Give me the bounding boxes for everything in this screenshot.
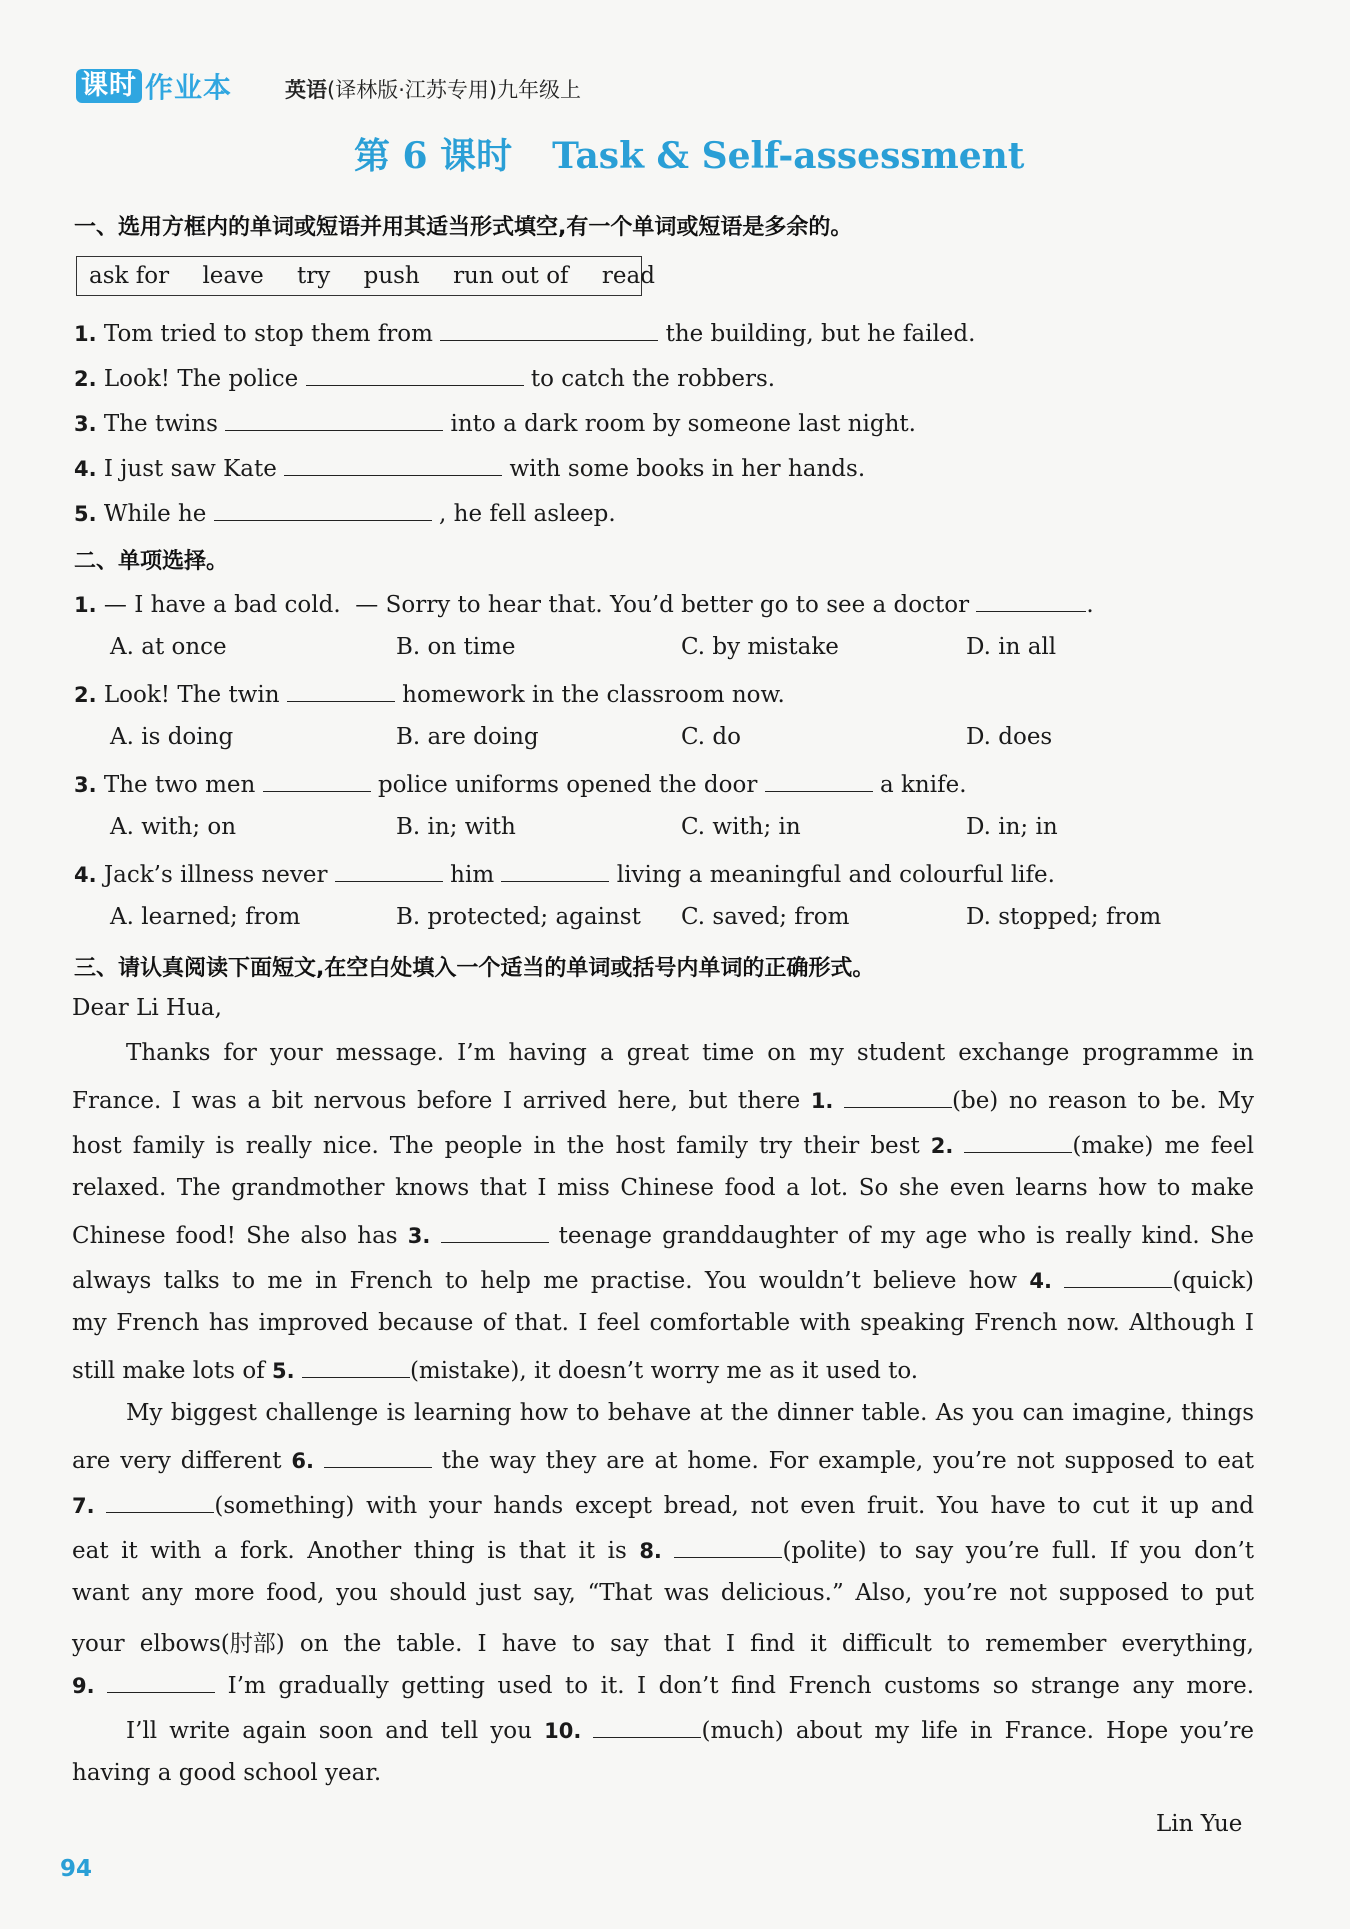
passage-text: teenage granddaughter of my age who is really kind. She [548, 1223, 1255, 1249]
page-number: 94 [60, 1856, 93, 1882]
answer-blank[interactable] [287, 679, 395, 702]
option-c[interactable]: C. do [681, 724, 741, 750]
blank-number: 9. [72, 1674, 108, 1698]
question-number: 3. [74, 773, 97, 797]
answer-blank[interactable] [765, 769, 873, 792]
answer-blank[interactable] [440, 318, 658, 341]
brand-text: 作业本 [145, 71, 233, 104]
answer-blank[interactable] [501, 859, 609, 882]
section3-heading: 三、请认真阅读下面短文,在空白处填入一个适当的单词或括号内单词的正确形式。 [74, 956, 875, 981]
item-text-before: Tom tried to stop them from [103, 321, 433, 347]
item-text-after: the building, but he failed. [665, 321, 976, 347]
subject-name: 英语 [285, 78, 327, 102]
blank-number: 5. [272, 1359, 302, 1383]
answer-blank[interactable] [106, 1490, 214, 1513]
option-a[interactable]: A. with; on [110, 814, 237, 840]
blank-number: 2. [930, 1134, 965, 1158]
option-b[interactable]: B. on time [396, 634, 516, 660]
answer-blank[interactable] [107, 1670, 215, 1693]
item-text-before: I just saw Kate [103, 456, 277, 482]
answer-blank[interactable] [1064, 1265, 1172, 1288]
option-c[interactable]: C. with; in [681, 814, 801, 840]
passage-line [72, 1265, 1254, 1294]
option-c[interactable]: C. saved; from [681, 904, 850, 930]
question-number: 1. [74, 593, 97, 617]
option-a[interactable]: A. learned; from [110, 904, 301, 930]
passage-line [72, 1580, 1254, 1606]
exercise1-item [74, 318, 975, 347]
passage-text: (polite) to say you’re full. If you don’t [782, 1538, 1255, 1564]
item-text-before: The twins [103, 411, 218, 437]
question-end: . [1086, 592, 1094, 618]
lesson-number: 第 6 课时 [354, 135, 513, 177]
blank-number: 7. [72, 1494, 107, 1518]
word-option: run out of [453, 263, 569, 289]
question-text: a knife. [879, 772, 967, 798]
passage-text: (be) no reason to be. My [952, 1088, 1254, 1114]
item-text-before: Look! The police [103, 366, 299, 392]
passage-line [126, 1040, 1254, 1066]
passage-text: always talks to me in French to help me practise. You wouldn’t believe how [72, 1268, 1030, 1294]
passage-text: still make lots of [72, 1358, 273, 1384]
blank-number: 10. [544, 1719, 594, 1743]
passage-line [72, 1535, 1254, 1564]
passage-line [72, 1670, 1254, 1699]
question-text: The two men [103, 772, 256, 798]
option-c[interactable]: C. by mistake [681, 634, 839, 660]
answer-blank[interactable] [284, 453, 502, 476]
question-text: him [450, 862, 495, 888]
passage-text: (quick) [1172, 1268, 1255, 1294]
passage-text: (make) me feel [1072, 1133, 1255, 1159]
answer-blank[interactable] [302, 1355, 410, 1378]
item-text-after: , he fell asleep. [439, 501, 616, 527]
option-a[interactable]: A. is doing [110, 724, 234, 750]
passage-text: relaxed. The grandmother knows that I miss Chinese food a lot. So she even learns how to make [72, 1175, 1254, 1201]
blank-number: 6. [291, 1449, 324, 1473]
passage-text: want any more food, you should just say, “That was delicious.” Also, you’re not supposed to put [72, 1580, 1254, 1606]
mc-question [74, 769, 967, 798]
option-b[interactable]: B. in; with [396, 814, 516, 840]
item-number: 3. [74, 412, 97, 436]
mc-question [74, 679, 785, 708]
answer-blank[interactable] [214, 498, 432, 521]
item-text-before: While he [103, 501, 207, 527]
blank-number: 1. [810, 1089, 844, 1113]
item-number: 1. [74, 322, 97, 346]
passage-line [72, 1130, 1254, 1159]
item-number: 4. [74, 457, 97, 481]
mc-question [74, 859, 1055, 888]
passage-text: I’m gradually getting used to it. I don’t find French customs so strange any more. [215, 1673, 1255, 1699]
option-a[interactable]: A. at once [110, 634, 227, 660]
question-text: — Sorry to hear that. You’d better go to see a doctor [355, 592, 970, 618]
passage-text: eat it with a fork. Another thing is that it is [72, 1538, 640, 1564]
word-option: ask for [89, 263, 170, 289]
passage-text: host family is really nice. The people in the host family try their best [72, 1133, 931, 1159]
passage-text: I’ll write again soon and tell you [126, 1718, 545, 1744]
blank-number: 4. [1029, 1269, 1065, 1293]
lesson-name: Task & Self-assessment [552, 135, 1025, 177]
passage-line [72, 1445, 1254, 1474]
question-text: Look! The twin [103, 682, 280, 708]
passage-line [72, 1625, 1254, 1658]
page-title [354, 128, 1024, 179]
answer-blank[interactable] [964, 1130, 1072, 1153]
question-text: — I have a bad cold. [103, 592, 341, 618]
passage-line [72, 1355, 918, 1384]
question-text: Jack’s illness never [103, 862, 328, 888]
option-d[interactable]: D. does [966, 724, 1053, 750]
passage-line [72, 1085, 1254, 1114]
answer-blank[interactable] [263, 769, 371, 792]
passage-text: (much) about my life in France. Hope you’re [701, 1718, 1255, 1744]
word-option: try [297, 263, 331, 289]
item-text-after: into a dark room by someone last night. [450, 411, 916, 437]
subject-edition: (译林版·江苏专用)九年级上 [327, 78, 582, 102]
question-number: 4. [74, 863, 97, 887]
subject-line [285, 74, 581, 104]
blank-number: 8. [639, 1539, 675, 1563]
passage-line [72, 1760, 381, 1786]
letter-greeting: Dear Li Hua, [72, 995, 222, 1021]
passage-text: France. I was a bit nervous before I arrived here, but there [72, 1088, 811, 1114]
answer-blank[interactable] [225, 408, 443, 431]
answer-blank[interactable] [674, 1535, 782, 1558]
answer-blank[interactable] [593, 1715, 701, 1738]
passage-text: the way they are at home. For example, you’re not supposed to eat [431, 1448, 1254, 1474]
question-text: living a meaningful and colourful life. [616, 862, 1055, 888]
mc-question [74, 589, 1094, 618]
passage-text: (mistake), it doesn’t worry me as it used to. [409, 1358, 919, 1384]
passage-text: Chinese food! She also has [72, 1223, 408, 1249]
option-d[interactable]: D. stopped; from [966, 904, 1162, 930]
passage-line [72, 1175, 1254, 1201]
answer-blank[interactable] [976, 589, 1086, 612]
passage-text: your elbows(肘部) on the table. I have to say that I find it difficult to remember everything, [72, 1631, 1254, 1657]
word-option: push [363, 263, 420, 289]
word-option: read [601, 263, 655, 289]
question-text: homework in the classroom now. [402, 682, 785, 708]
answer-blank[interactable] [844, 1085, 952, 1108]
question-text: police uniforms opened the door [377, 772, 758, 798]
exercise1-item [74, 408, 916, 437]
passage-text: are very different [72, 1448, 292, 1474]
item-number: 5. [74, 502, 97, 526]
answer-blank[interactable] [306, 363, 524, 386]
passage-line [72, 1310, 1254, 1336]
answer-blank[interactable] [324, 1445, 432, 1468]
passage-text: having a good school year. [72, 1760, 382, 1786]
item-text-after: with some books in her hands. [509, 456, 866, 482]
passage-text: (something) with your hands except bread, not even fruit. You have to cut it up and [214, 1493, 1254, 1519]
passage-line [72, 1220, 1254, 1249]
answer-blank[interactable] [335, 859, 443, 882]
exercise1-item [74, 363, 775, 392]
answer-blank[interactable] [441, 1220, 549, 1243]
exercise1-item [74, 498, 616, 527]
passage-line [126, 1400, 1254, 1426]
section1-heading: 一、选用方框内的单词或短语并用其适当形式填空,有一个单词或短语是多余的。 [74, 215, 853, 240]
option-b[interactable]: B. protected; against [396, 904, 641, 930]
exercise1-item [74, 453, 865, 482]
item-number: 2. [74, 367, 97, 391]
passage-line [126, 1715, 1254, 1744]
passage-text: My biggest challenge is learning how to behave at the dinner table. As you can imagine, things [126, 1400, 1254, 1426]
section2-heading: 二、单项选择。 [74, 549, 229, 574]
blank-number: 3. [407, 1224, 441, 1248]
word-box [76, 256, 655, 296]
word-option: leave [202, 263, 264, 289]
option-d[interactable]: D. in all [966, 634, 1057, 660]
item-text-after: to catch the robbers. [530, 366, 776, 392]
passage-line [72, 1490, 1254, 1519]
option-b[interactable]: B. are doing [396, 724, 539, 750]
brand-logo [76, 66, 232, 106]
question-number: 2. [74, 683, 97, 707]
brand-box: 课时 [76, 69, 142, 103]
passage-text: my French has improved because of that. I feel comfortable with speaking French now. Although I [72, 1310, 1254, 1336]
letter-signature: Lin Yue [1156, 1811, 1243, 1837]
option-d[interactable]: D. in; in [966, 814, 1058, 840]
passage-text: Thanks for your message. I’m having a great time on my student exchange programme in [126, 1040, 1254, 1066]
